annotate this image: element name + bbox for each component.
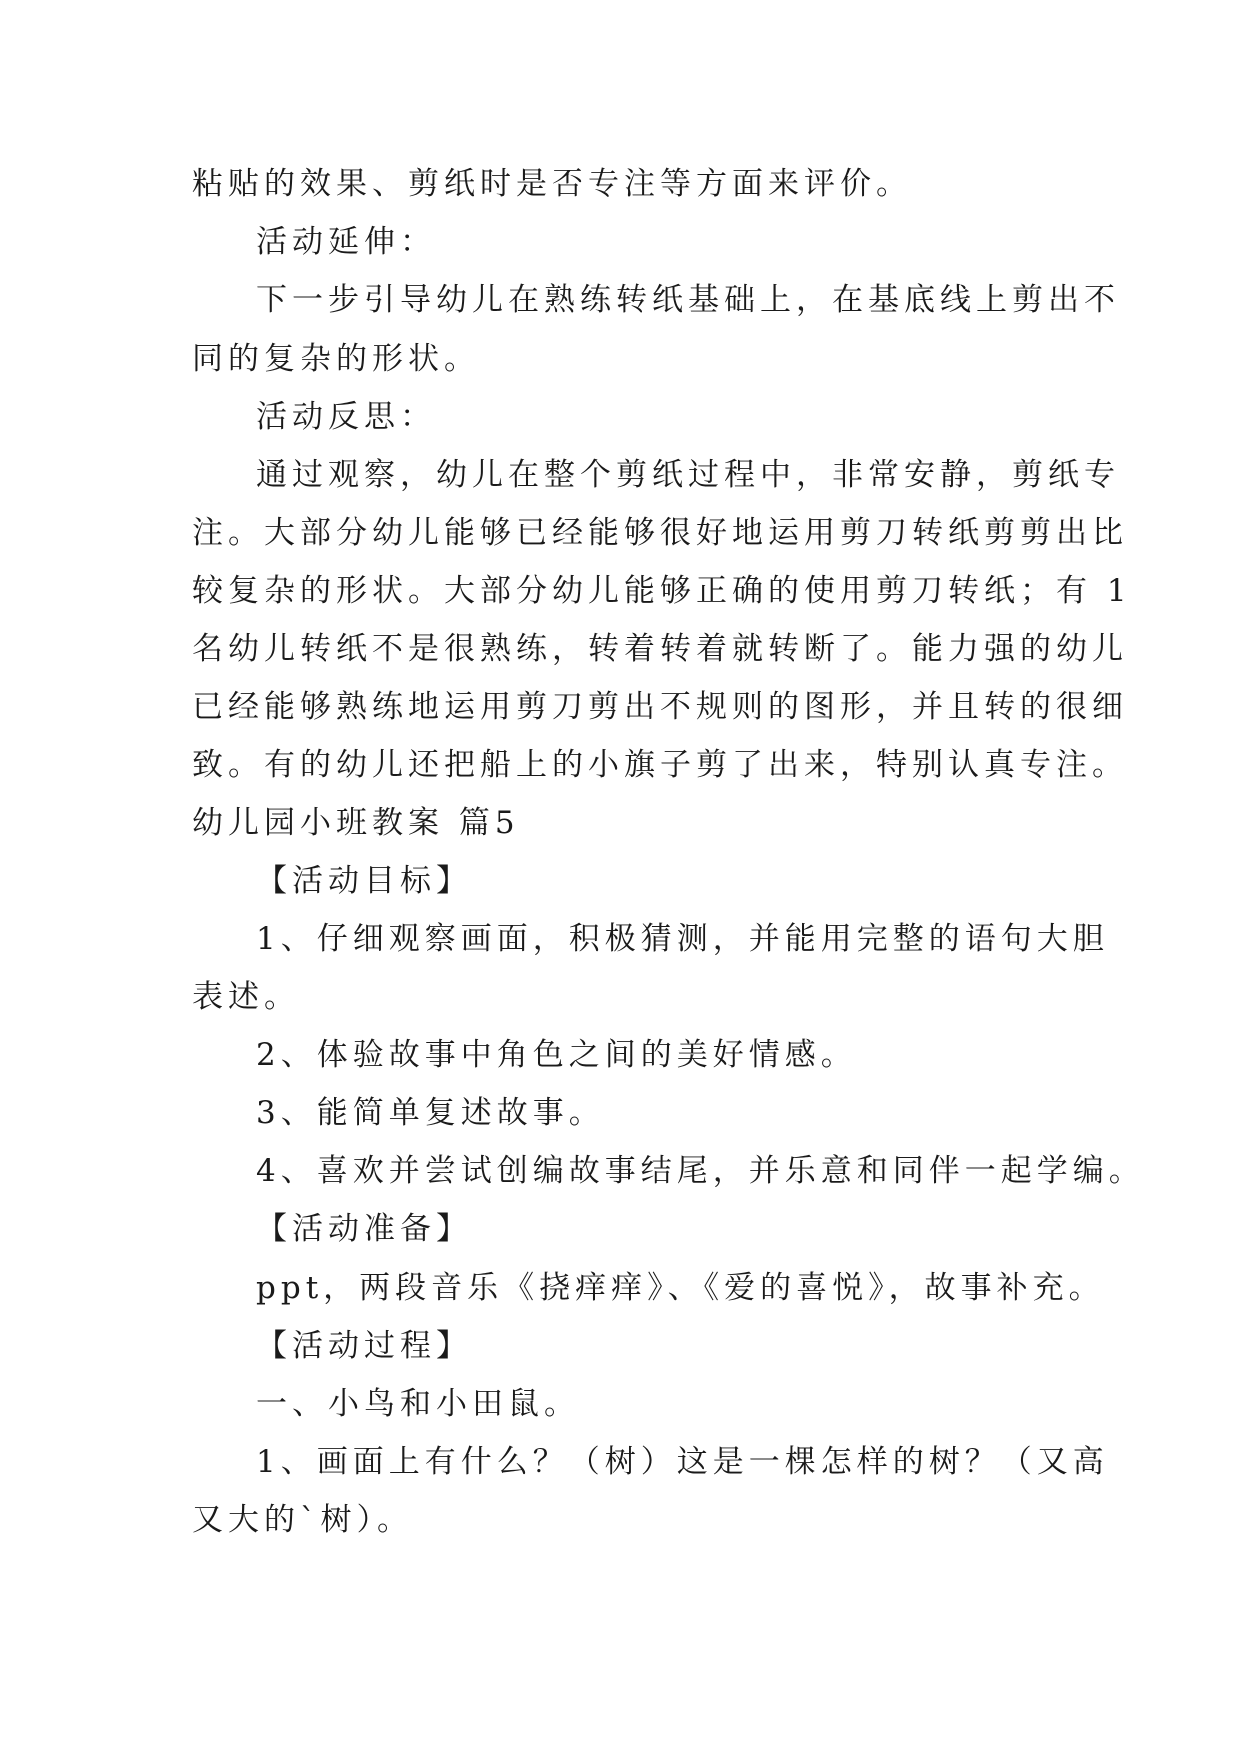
list-item: 3、能简单复述故事。 (256, 1095, 605, 1131)
section-heading: 【活动过程】 (256, 1328, 472, 1364)
paragraph-line: 已经能够熟练地运用剪刀剪出不规则的图形，并且转的很细 (192, 689, 1128, 725)
section-heading: 活动延伸： (256, 224, 436, 260)
paragraph-line: 下一步引导幼儿在熟练转纸基础上，在基底线上剪出不 (256, 282, 1120, 318)
paragraph-line: 通过观察，幼儿在整个剪纸过程中，非常安静，剪纸专 (256, 457, 1120, 493)
paragraph-line: ppt，两段音乐《挠痒痒》、《爱的喜悦》，故事补充。 (256, 1270, 1105, 1306)
section-heading: 【活动目标】 (256, 863, 472, 899)
list-item: 1、仔细观察画面，积极猜测，并能用完整的语句大胆 (256, 921, 1109, 957)
paragraph-line: 表述。 (192, 979, 300, 1015)
paragraph-line: 一、小鸟和小田鼠。 (256, 1386, 580, 1422)
list-item: 2、体验故事中角色之间的美好情感。 (256, 1037, 857, 1073)
list-item: 1、画面上有什么？（树）这是一棵怎样的树？（又高 (256, 1444, 1109, 1480)
paragraph-line: 较复杂的形状。大部分幼儿能够正确的使用剪刀转纸；有 1 (192, 573, 1132, 609)
paragraph-line: 致。有的幼儿还把船上的小旗子剪了出来，特别认真专注。 (192, 747, 1128, 783)
paragraph-line: 名幼儿转纸不是很熟练，转着转着就转断了。能力强的幼儿 (192, 631, 1128, 667)
lesson-title: 幼儿园小班教案 篇5 (192, 805, 520, 841)
list-item: 4、喜欢并尝试创编故事结尾，并乐意和同伴一起学编。 (256, 1153, 1145, 1189)
section-heading: 活动反思： (256, 399, 436, 435)
paragraph-line: 粘贴的效果、剪纸时是否专注等方面来评价。 (192, 166, 912, 202)
section-heading: 【活动准备】 (256, 1211, 472, 1247)
paragraph-line: 又大的`树）。 (192, 1502, 413, 1538)
paragraph-line: 注。大部分幼儿能够已经能够很好地运用剪刀转纸剪剪出比 (192, 515, 1128, 551)
paragraph-line: 同的复杂的形状。 (192, 341, 480, 377)
